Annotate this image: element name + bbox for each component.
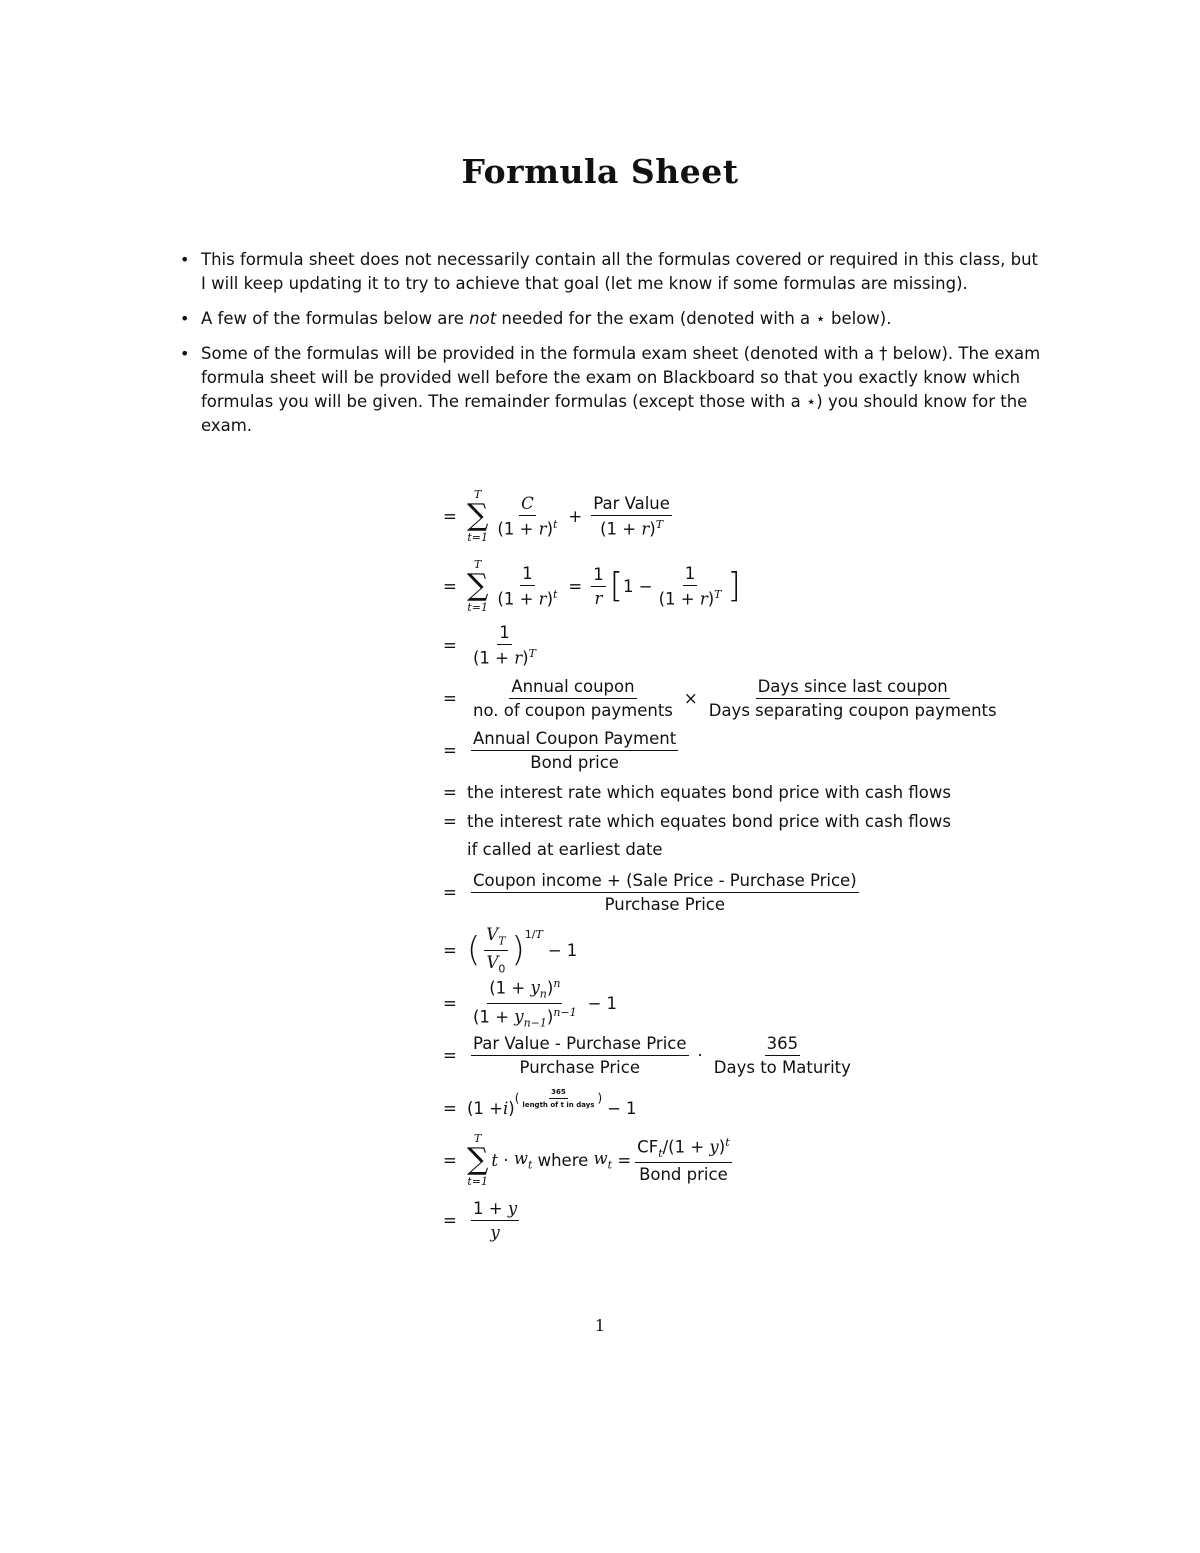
bullet-text: Some of the formulas will be provided in the formula exam sheet (denoted with a † below). The exam formula sheet will be provided well before the exam on Blackboard so that you exactly know which formulas you will be given. The remainder formulas (except those with a ⋆) you should know for the exam. bbox=[201, 344, 1041, 435]
list-item bbox=[178, 248, 1048, 296]
intro-bullet-list bbox=[178, 248, 1048, 449]
duration-den: Bond price bbox=[639, 1164, 728, 1184]
current-yield-den: Bond price bbox=[530, 752, 619, 772]
accrued-num2: Days since last coupon bbox=[756, 677, 950, 699]
eay-exponent-num: 365 bbox=[549, 1088, 568, 1099]
bey-den2: Days to Maturity bbox=[713, 1057, 851, 1077]
bey-den1: Purchase Price bbox=[519, 1057, 640, 1077]
page-number: 1 bbox=[594, 1316, 606, 1335]
par-value-text: Par Value bbox=[591, 494, 672, 516]
where-text: where bbox=[537, 1150, 589, 1170]
bey-num2: 365 bbox=[765, 1034, 801, 1056]
bey-num1: Par Value - Purchase Price bbox=[471, 1034, 689, 1056]
ytc-definition: the interest rate which equates bond price with cash flows bbox=[467, 811, 951, 831]
accrued-num1: Annual coupon bbox=[509, 677, 636, 699]
hpr-den: Purchase Price bbox=[604, 894, 726, 914]
bullet-text-emphasis: not bbox=[469, 309, 497, 328]
accrued-den2: Days separating coupon payments bbox=[708, 700, 997, 720]
bullet-text-post: needed for the exam (denoted with a ⋆ below). bbox=[496, 309, 892, 328]
ytc-definition-line2: if called at earliest date bbox=[467, 839, 663, 859]
eay-exponent-den: length of t in days bbox=[522, 1100, 595, 1109]
accrued-den1: no. of coupon payments bbox=[473, 700, 673, 720]
list-item bbox=[178, 342, 1048, 438]
hpr-num: Coupon income + (Sale Price - Purchase Price) bbox=[471, 871, 859, 893]
ytm-definition: the interest rate which equates bond price with cash flows bbox=[467, 782, 951, 802]
bullet-text: This formula sheet does not necessarily contain all the formulas covered or required in this class, but I will keep updating it to try to achieve that goal (let me know if some formulas are missing). bbox=[201, 250, 1038, 293]
page-title: Formula Sheet bbox=[461, 152, 739, 191]
bullet-text-pre: A few of the formulas below are bbox=[201, 309, 470, 328]
list-item bbox=[178, 307, 1048, 331]
current-yield-num: Annual Coupon Payment bbox=[471, 729, 678, 751]
